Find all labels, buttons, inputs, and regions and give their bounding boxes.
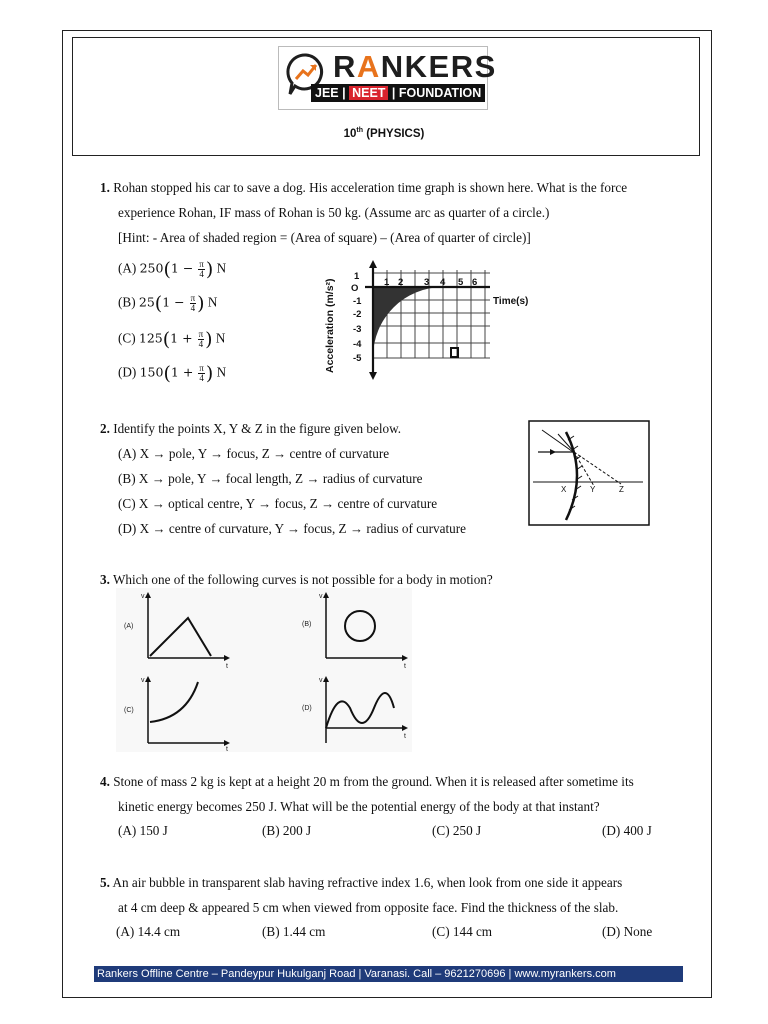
q4-option-c[interactable]: (C) 250 J (432, 823, 482, 838)
q1-option-a[interactable]: (A) 250(1 − $\frac{\pi}{4}$ ) N (118, 258, 227, 281)
xtick: 2 (398, 277, 404, 288)
xtick: 3 (424, 277, 430, 288)
svg-text:t: t (404, 733, 406, 740)
q4-option-d[interactable]: (D) 400 J (602, 823, 652, 838)
svg-text:v: v (141, 593, 145, 600)
label-z: Z (619, 485, 624, 494)
q2-option-b[interactable]: (B) X → pole, Y → focal length, Z → radius of curvature (118, 471, 423, 486)
strip-jee: JEE (315, 86, 339, 100)
class-title: 10th (PHYSICS) (343, 127, 425, 140)
q5-option-c[interactable]: (C) 144 cm (432, 924, 493, 939)
panel-a-label: (A) (124, 623, 134, 630)
ytick: -5 (353, 353, 362, 364)
svg-text:t: t (226, 746, 228, 753)
q5-line1: 5. An air bubble in transparent slab having refractive index 1.6, when look from one side it appears (100, 875, 623, 890)
q1-hint: [Hint: - Area of shaded region = (Area of square) – (Area of quarter of circle)] (118, 230, 531, 245)
label-x: X (561, 485, 567, 494)
graph-xlabel: Time(s) (493, 296, 529, 307)
q1-line1: 1. Rohan stopped his car to save a dog. His acceleration time graph is shown here. What is the force (100, 180, 628, 195)
q5-option-a[interactable]: (A) 14.4 cm (116, 924, 181, 939)
xtick: 1 (384, 277, 390, 288)
brand-letter-a: A (356, 49, 381, 84)
q3-stem: 3. Which one of the following curves is not possible for a body in motion? (100, 572, 493, 587)
q5-line2: at 4 cm deep & appeared 5 cm when viewed from opposite face. Find the thickness of the slab. (118, 900, 619, 915)
brand-name (333, 51, 497, 83)
svg-text:v: v (319, 593, 323, 600)
strip-foundation: FOUNDATION (398, 86, 482, 100)
xtick: 4 (440, 277, 446, 288)
strip-neet: NEET (349, 86, 388, 100)
graph-ylabel: Acceleration (m/s²) (324, 278, 336, 373)
svg-text:v: v (141, 677, 145, 684)
svg-text:t: t (226, 663, 228, 670)
q2-option-d[interactable]: (D) X → centre of curvature, Y → focus, Z → radius of curvature (118, 521, 466, 536)
footer-bar: Rankers Offline Centre – Pandeypur Hukulganj Road | Varanasi. Call – 9621270696 | www.myrankers.com (94, 966, 683, 982)
ytick: -3 (353, 324, 362, 335)
ytick: -4 (353, 339, 362, 350)
q2-option-a[interactable]: (A) X → pole, Y → focus, Z → centre of curvature (118, 446, 390, 461)
xtick: 6 (472, 277, 478, 288)
svg-text:t: t (404, 663, 406, 670)
mirror-figure (528, 420, 650, 526)
q4-option-a[interactable]: (A) 150 J (118, 823, 168, 838)
ytick: O (351, 283, 359, 294)
q4-line2: kinetic energy becomes 250 J. What will be the potential energy of the body at that instant? (118, 799, 600, 814)
q1-option-b[interactable]: (B) 25(1 − $\frac{\pi}{4}$ ) N (118, 292, 218, 315)
ytick: -2 (353, 309, 362, 320)
q5-option-b[interactable]: (B) 1.44 cm (262, 924, 326, 939)
label-y: Y (590, 485, 596, 494)
q2-option-c[interactable]: (C) X → optical centre, Y → focus, Z → centre of curvature (118, 496, 438, 511)
q5-option-d[interactable]: (D) None (602, 924, 653, 939)
panel-b-label: (B) (302, 621, 312, 628)
brand-rest: NKERS (380, 49, 497, 84)
q3-figure (116, 588, 412, 752)
q4-option-b[interactable]: (B) 200 J (262, 823, 312, 838)
panel-c-label: (C) (124, 707, 134, 714)
brand-letter-r: R (333, 49, 357, 84)
panel-d-label: (D) (302, 705, 312, 712)
ytick: -1 (353, 296, 362, 307)
q2-stem: 2. Identify the points X, Y & Z in the figure given below. (100, 421, 402, 436)
q1-line2: experience Rohan, IF mass of Rohan is 50 kg. (Assume arc as quarter of a circle.) (118, 205, 550, 220)
logo-strip: JEE | NEET | FOUNDATION (311, 84, 485, 102)
q1-option-d[interactable]: (D) 150(1 + $\frac{\pi}{4}$ ) N (118, 362, 227, 385)
acceleration-time-graph (324, 258, 529, 383)
q4-line1: 4. Stone of mass 2 kg is kept at a height 20 m from the ground. When it is released after sometime its (100, 774, 634, 789)
shaded-region (373, 287, 443, 357)
q1-option-c[interactable]: (C) 125(1 + $\frac{\pi}{4}$ ) N (118, 328, 226, 351)
svg-text:v: v (319, 677, 323, 684)
xtick: 5 (458, 277, 464, 288)
ytick: 1 (354, 271, 360, 282)
